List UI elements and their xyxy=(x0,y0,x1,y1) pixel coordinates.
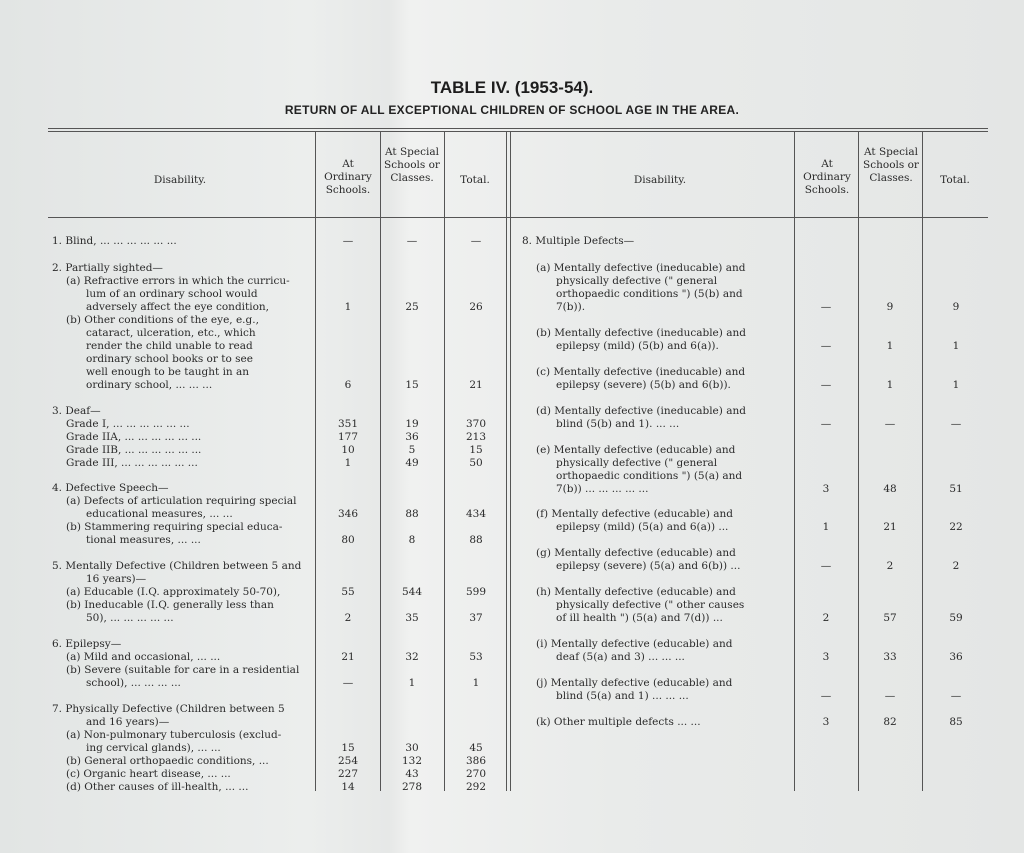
ordinary-value: — xyxy=(820,690,832,702)
row-label: render the child unable to read xyxy=(86,340,253,352)
row-label: ordinary school, ... ... ... xyxy=(86,379,213,391)
row-label: deaf (5(a) and 3) ... ... ... xyxy=(556,651,685,663)
ordinary-value: — xyxy=(342,677,354,689)
total-value: 1 xyxy=(952,340,960,352)
special-value: 1 xyxy=(886,379,894,391)
ordinary-value: — xyxy=(820,340,832,352)
special-value: 33 xyxy=(883,651,897,663)
total-value: 59 xyxy=(949,612,963,624)
special-value: 48 xyxy=(883,483,897,495)
ordinary-value: 3 xyxy=(822,483,830,495)
total-value: 213 xyxy=(465,431,487,443)
col-divider xyxy=(922,131,923,791)
row-label: 3. Deaf— xyxy=(52,405,101,417)
row-label: orthopaedic conditions ") (5(b) and xyxy=(556,288,743,300)
ordinary-value: 3 xyxy=(822,651,830,663)
row-label: (a) Non-pulmonary tuberculosis (exclud- xyxy=(66,729,282,741)
special-value: — xyxy=(406,235,418,247)
ordinary-value: 2 xyxy=(822,612,830,624)
special-value: 544 xyxy=(401,586,423,598)
special-value: 5 xyxy=(408,444,416,456)
header-special: At Special Schools or Classes. xyxy=(384,146,440,184)
ordinary-value: 10 xyxy=(341,444,355,456)
row-label: well enough to be taught in an xyxy=(86,366,250,378)
row-label: (c) Mentally defective (ineducable) and xyxy=(536,366,746,378)
total-value: — xyxy=(950,690,962,702)
row-label: 6. Epilepsy— xyxy=(52,638,122,650)
ordinary-value: 21 xyxy=(341,651,355,663)
row-label: physically defective (" general xyxy=(556,275,718,287)
row-label: (d) Mentally defective (ineducable) and xyxy=(536,405,746,417)
row-label: (b) Other conditions of the eye, e.g., xyxy=(66,314,259,326)
row-label: 50), ... ... ... ... ... xyxy=(86,612,174,624)
row-label: (h) Mentally defective (educable) and xyxy=(536,586,736,598)
total-value: 386 xyxy=(465,755,487,767)
row-label: Grade IIB, ... ... ... ... ... ... xyxy=(66,444,202,456)
ordinary-value: — xyxy=(820,560,832,572)
header-special: At Special Schools or Classes. xyxy=(863,146,919,184)
row-label: 7. Physically Defective (Children between 5 xyxy=(52,703,285,715)
total-value: 37 xyxy=(469,612,483,624)
row-label: 2. Partially sighted— xyxy=(52,262,163,274)
special-value: — xyxy=(884,418,896,430)
row-label: (j) Mentally defective (educable) and xyxy=(536,677,733,689)
row-label: Grade IIA, ... ... ... ... ... ... xyxy=(66,431,202,443)
col-divider xyxy=(510,131,511,791)
special-value: 15 xyxy=(405,379,419,391)
total-value: 15 xyxy=(469,444,483,456)
col-divider xyxy=(380,131,381,791)
special-value: 49 xyxy=(405,457,419,469)
special-value: 30 xyxy=(405,742,419,754)
row-label: (b) General orthopaedic conditions, ... xyxy=(66,755,269,767)
row-label: (b) Severe (suitable for care in a residential xyxy=(66,664,300,676)
total-value: 1 xyxy=(472,677,480,689)
row-label: epilepsy (mild) (5(b) and 6(a)). xyxy=(556,340,719,352)
special-value: 21 xyxy=(883,521,897,533)
ordinary-value: 1 xyxy=(822,521,830,533)
total-value: — xyxy=(950,418,962,430)
special-value: 25 xyxy=(405,301,419,313)
total-value: 434 xyxy=(465,508,487,520)
special-value: 132 xyxy=(401,755,423,767)
total-value: 45 xyxy=(469,742,483,754)
row-label: epilepsy (severe) (5(b) and 6(b)). xyxy=(556,379,731,391)
special-value: 19 xyxy=(405,418,419,430)
ordinary-value: 3 xyxy=(822,716,830,728)
row-label: epilepsy (mild) (5(a) and 6(a)) ... xyxy=(556,521,729,533)
row-label: physically defective (" other causes xyxy=(556,599,745,611)
row-label: 4. Defective Speech— xyxy=(52,482,169,494)
top-rule xyxy=(48,128,988,129)
ordinary-value: 346 xyxy=(337,508,359,520)
special-value: 35 xyxy=(405,612,419,624)
row-label: (a) Mentally defective (ineducable) and xyxy=(536,262,746,274)
header-disability: Disability. xyxy=(153,174,207,186)
row-label: 7(b)). xyxy=(556,301,586,313)
row-label: tional measures, ... ... xyxy=(86,534,201,546)
col-divider xyxy=(444,131,445,791)
row-label: blind (5(a) and 1) ... ... ... xyxy=(556,690,689,702)
row-label: (b) Stammering requiring special educa- xyxy=(66,521,283,533)
total-value: 85 xyxy=(949,716,963,728)
total-value: 26 xyxy=(469,301,483,313)
ordinary-value: 351 xyxy=(337,418,359,430)
row-label: educational measures, ... ... xyxy=(86,508,233,520)
total-value: 599 xyxy=(465,586,487,598)
total-value: 9 xyxy=(952,301,960,313)
row-label: 8. Multiple Defects— xyxy=(522,235,635,247)
ordinary-value: 80 xyxy=(341,534,355,546)
total-value: 370 xyxy=(465,418,487,430)
ordinary-value: 227 xyxy=(337,768,359,780)
row-label: ing cervical glands), ... ... xyxy=(86,742,221,754)
total-value: 50 xyxy=(469,457,483,469)
col-divider xyxy=(506,131,507,791)
special-value: 88 xyxy=(405,508,419,520)
header-total: Total. xyxy=(460,174,490,186)
special-value: 32 xyxy=(405,651,419,663)
row-label: school), ... ... ... ... xyxy=(86,677,181,689)
ordinary-value: — xyxy=(820,301,832,313)
special-value: 82 xyxy=(883,716,897,728)
top-rule-2 xyxy=(48,131,988,132)
row-label: 16 years)— xyxy=(86,573,147,585)
row-label: orthopaedic conditions ") (5(a) and xyxy=(556,470,743,482)
row-label: (a) Refractive errors in which the curricu- xyxy=(66,275,290,287)
row-label: (a) Mild and occasional, ... ... xyxy=(66,651,221,663)
special-value: 36 xyxy=(405,431,419,443)
ordinary-value: 15 xyxy=(341,742,355,754)
row-label: (b) Ineducable (I.Q. generally less than xyxy=(66,599,274,611)
row-label: 1. Blind, ... ... ... ... ... ... xyxy=(52,235,177,247)
row-label: lum of an ordinary school would xyxy=(86,288,258,300)
total-value: 53 xyxy=(469,651,483,663)
row-label: (g) Mentally defective (educable) and xyxy=(536,547,736,559)
row-label: and 16 years)— xyxy=(86,716,170,728)
row-label: ordinary school books or to see xyxy=(86,353,253,365)
special-value: 9 xyxy=(886,301,894,313)
total-value: — xyxy=(470,235,482,247)
table-title: TABLE IV. (1953-54). xyxy=(430,78,594,97)
total-value: 51 xyxy=(949,483,963,495)
col-divider xyxy=(794,131,795,791)
col-divider xyxy=(315,131,316,791)
ordinary-value: 177 xyxy=(337,431,359,443)
ordinary-value: — xyxy=(820,379,832,391)
ordinary-value: 14 xyxy=(341,781,355,793)
ordinary-value: 1 xyxy=(344,301,352,313)
table-subtitle: RETURN OF ALL EXCEPTIONAL CHILDREN OF SCHOOL AGE IN THE AREA. xyxy=(284,103,740,117)
special-value: 8 xyxy=(408,534,416,546)
col-divider xyxy=(858,131,859,791)
row-label: of ill health ") (5(a) and 7(d)) ... xyxy=(556,612,723,624)
ordinary-value: 55 xyxy=(341,586,355,598)
special-value: 1 xyxy=(408,677,416,689)
row-label: (f) Mentally defective (educable) and xyxy=(536,508,733,520)
ordinary-value: 6 xyxy=(344,379,352,391)
row-label: (a) Educable (I.Q. approximately 50-70), xyxy=(66,586,281,598)
ordinary-value: 254 xyxy=(337,755,359,767)
total-value: 2 xyxy=(952,560,960,572)
header-disability: Disability. xyxy=(633,174,687,186)
special-value: 278 xyxy=(401,781,423,793)
ordinary-value: 1 xyxy=(344,457,352,469)
total-value: 88 xyxy=(469,534,483,546)
row-label: (i) Mentally defective (educable) and xyxy=(536,638,733,650)
special-value: — xyxy=(884,690,896,702)
row-label: 5. Mentally Defective (Children between 5 and xyxy=(52,560,302,572)
total-value: 1 xyxy=(952,379,960,391)
row-label: 7(b)) ... ... ... ... ... xyxy=(556,483,649,495)
row-label: (c) Organic heart disease, ... ... xyxy=(66,768,231,780)
header-ordinary: At Ordinary Schools. xyxy=(803,158,851,196)
special-value: 43 xyxy=(405,768,419,780)
total-value: 292 xyxy=(465,781,487,793)
row-label: (e) Mentally defective (educable) and xyxy=(536,444,736,456)
row-label: cataract, ulceration, etc., which xyxy=(86,327,256,339)
ordinary-value: — xyxy=(820,418,832,430)
ordinary-value: — xyxy=(342,235,354,247)
row-label: adversely affect the eye condition, xyxy=(86,301,270,313)
row-label: Grade I, ... ... ... ... ... ... xyxy=(66,418,190,430)
row-label: Grade III, ... ... ... ... ... ... xyxy=(66,457,198,469)
special-value: 1 xyxy=(886,340,894,352)
row-label: (d) Other causes of ill-health, ... ... xyxy=(66,781,249,793)
total-value: 21 xyxy=(469,379,483,391)
special-value: 2 xyxy=(886,560,894,572)
ordinary-value: 2 xyxy=(344,612,352,624)
total-value: 22 xyxy=(949,521,963,533)
header-total: Total. xyxy=(940,174,970,186)
row-label: physically defective (" general xyxy=(556,457,718,469)
row-label: blind (5(b) and 1). ... ... xyxy=(556,418,680,430)
total-value: 270 xyxy=(465,768,487,780)
row-label: (b) Mentally defective (ineducable) and xyxy=(536,327,746,339)
row-label: (k) Other multiple defects ... ... xyxy=(536,716,701,728)
header-ordinary: At Ordinary Schools. xyxy=(324,158,372,196)
row-label: epilepsy (severe) (5(a) and 6(b)) ... xyxy=(556,560,741,572)
header-rule xyxy=(48,217,988,218)
total-value: 36 xyxy=(949,651,963,663)
row-label: (a) Defects of articulation requiring special xyxy=(66,495,297,507)
special-value: 57 xyxy=(883,612,897,624)
